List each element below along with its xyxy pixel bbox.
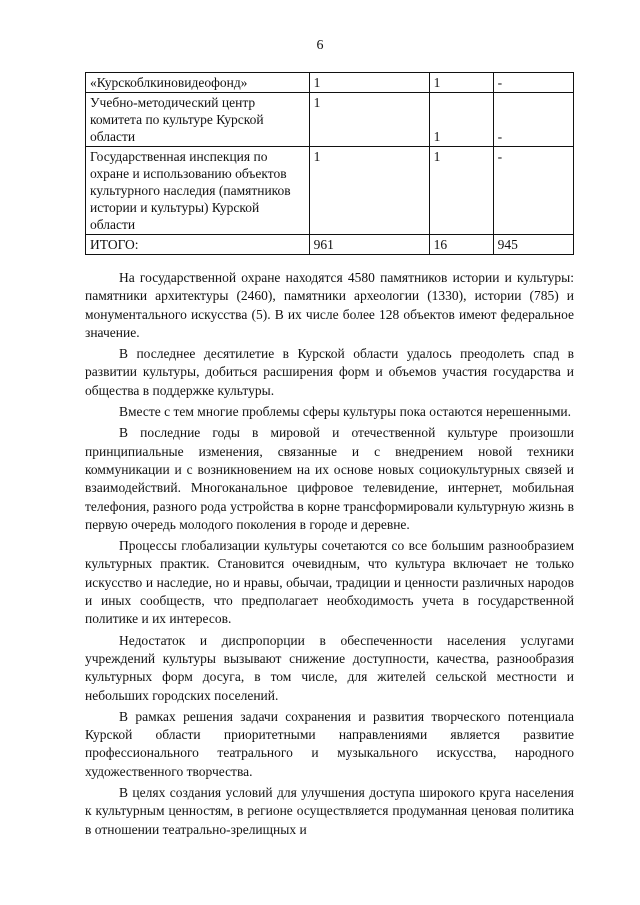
paragraph: Вместе с тем многие проблемы сферы культуры пока остаются нерешенными. xyxy=(119,404,571,420)
table-row-total xyxy=(86,235,574,255)
table-cell-total: 1 xyxy=(309,147,429,235)
table-cell-count: 1 xyxy=(429,93,493,147)
paragraph: На государственной охране находятся 4580 памятников истории и культуры: памятники архитектуры (2460), памятники археологии (1330), истории (785) и монументального искусства (5). В их числе более 128 объектов имеют федеральное значение. xyxy=(85,270,574,340)
paragraph: Недостаток и диспропорции в обеспеченности населения услугами учреждений культуры вызывают снижение доступности, качества, разнообразия культурных форм досуга, в том числе, для жителей сельской местности и небольших городских поселений. xyxy=(85,632,574,703)
table-cell-name: ИТОГО: xyxy=(86,235,310,255)
table-cell-total: 1 xyxy=(309,73,429,93)
paragraph: В последние годы в мировой и отечественной культуре произошли принципиальные изменения, связанные и с внедрением новой техники коммуникации и с возникновением на их основе новых социокультурных связей и взаимодействий. Многоканальное цифровое телевидение, интернет, мобильная телефония, разного рода устройства в корне трансформировали культурную жизнь в первую очередь молодого поколения в городе и деревне. xyxy=(85,425,574,532)
table-cell-remaining: - xyxy=(493,147,573,235)
table-cell-name: Учебно-методический центр комитета по культуре Курской области xyxy=(86,93,310,147)
table-row xyxy=(86,73,574,93)
table-cell-count: 16 xyxy=(429,235,493,255)
table-cell-total: 961 xyxy=(309,235,429,255)
table-cell-count: 1 xyxy=(429,147,493,235)
body-text xyxy=(85,269,574,842)
table-row xyxy=(86,147,574,235)
table-cell-count: 1 xyxy=(429,73,493,93)
table-cell-name: «Курскоблкиновидеофонд» xyxy=(86,73,310,93)
table-cell-remaining: 945 xyxy=(493,235,573,255)
table-cell-name: Государственная инспекция по охране и использованию объектов культурного наследия (памятников истории и культуры) Курской области xyxy=(86,147,310,235)
paragraph: В целях создания условий для улучшения доступа широкого круга населения к культурным ценностям, в регионе осуществляется продуманная ценовая политика в отношении театрально-зрелищных и xyxy=(85,785,574,837)
table-row xyxy=(86,93,574,147)
paragraph: Процессы глобализации культуры сочетаются со все большим разнообразием культурных практик. Становится очевидным, что культура включает не только искусство и наследие, но и нравы, обычаи, традиции и ценности различных народов и иных сообществ, что предполагает необходимость учета в государственной политике и их интересов. xyxy=(85,538,574,627)
table-cell-total: 1 xyxy=(309,93,429,147)
paragraph: В рамках решения задачи сохранения и развития творческого потенциала Курской области приоритетными направлениями является развитие профессионального театрального и музыкального искусства, народного художественного творчества. xyxy=(85,708,574,779)
page-number: 6 xyxy=(316,38,324,53)
institutions-table xyxy=(85,72,574,255)
table-cell-remaining: - xyxy=(493,93,573,147)
paragraph: В последнее десятилетие в Курской области удалось преодолеть спад в развитии культуры, добиться расширения форм и объемов участия государства и общества в поддержке культуры. xyxy=(85,346,574,398)
table-cell-remaining: - xyxy=(493,73,573,93)
